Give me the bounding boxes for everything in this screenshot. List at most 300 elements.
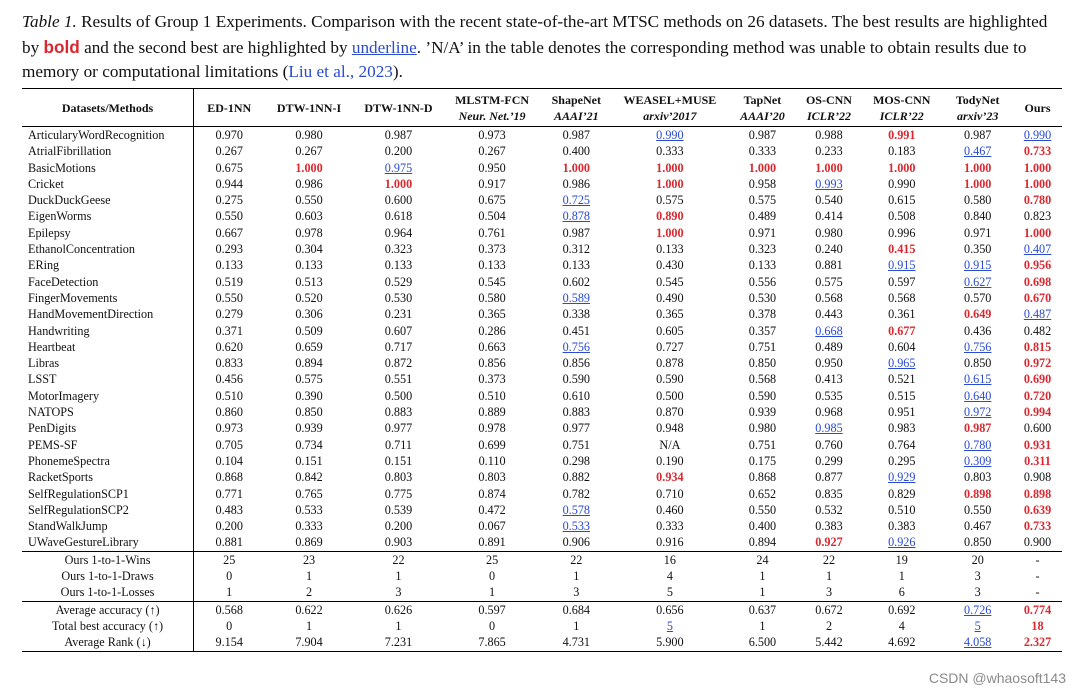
dataset-name: MotorImagery — [22, 388, 194, 404]
value-cell: 0.530 — [748, 290, 777, 305]
value-cell: 0.350 — [963, 242, 992, 257]
method-venue: arxiv’23 — [957, 108, 999, 123]
value-cell: 0.104 — [215, 453, 243, 468]
value-cell: 0.850 — [295, 405, 323, 420]
value-cell: 0.672 — [797, 601, 861, 618]
value-cell: 24 — [728, 551, 797, 568]
value-cell: 0.948 — [656, 421, 684, 436]
value-cell: 0.878 — [562, 209, 590, 224]
value-cell: 0.915 — [888, 258, 916, 273]
value-cell: 0.985 — [815, 421, 843, 436]
value-cell: 0.602 — [562, 274, 590, 289]
caption-bold-word: bold — [43, 36, 80, 57]
value-cell: 0.605 — [656, 323, 684, 338]
value-cell: 22 — [541, 551, 612, 568]
value-cell: 0.529 — [384, 274, 413, 289]
value-cell: 0.675 — [215, 160, 243, 175]
value-cell: 0.951 — [888, 405, 916, 420]
value-cell: 7.231 — [354, 634, 443, 651]
value-cell: 0.931 — [1023, 437, 1052, 452]
value-cell: 0.615 — [888, 193, 916, 208]
value-cell: 0.460 — [656, 502, 684, 517]
value-cell: 0.958 — [748, 176, 777, 191]
value-cell: 0.580 — [963, 193, 992, 208]
value-cell: 0.373 — [478, 242, 506, 257]
value-cell: 0.509 — [295, 323, 323, 338]
value-cell: 5 — [666, 585, 673, 600]
value-cell: 0.823 — [1023, 209, 1052, 224]
value-cell: 0.850 — [963, 535, 992, 550]
value-cell: 0.413 — [815, 372, 843, 387]
summary-row — [22, 618, 1062, 634]
header-method — [264, 89, 353, 127]
header-method — [942, 89, 1013, 127]
value-cell: 0.765 — [295, 486, 323, 501]
method-name: DTW-1NN-I — [276, 100, 342, 115]
dataset-row — [22, 143, 1062, 159]
value-cell: 1 — [489, 585, 496, 600]
summary-row — [22, 568, 1062, 584]
value-cell: 0.133 — [562, 258, 590, 273]
value-cell: 0.626 — [354, 601, 443, 618]
dataset-name: EthanolConcentration — [22, 241, 194, 257]
value-cell: 0.670 — [1023, 290, 1052, 305]
method-name: TapNet — [743, 92, 782, 107]
value-cell: 0.950 — [815, 356, 843, 371]
value-cell: 3 — [974, 569, 981, 584]
value-cell: 0.868 — [748, 470, 777, 485]
summary-label: Average accuracy (↑) — [22, 601, 194, 618]
value-cell: 0.487 — [1023, 307, 1052, 322]
value-cell: 0.756 — [562, 339, 590, 354]
value-cell: 2 — [825, 618, 833, 633]
value-cell: 0.361 — [888, 307, 916, 322]
value-cell: 0.312 — [562, 242, 590, 257]
value-cell: 0.659 — [295, 339, 323, 354]
value-cell: 0.971 — [748, 225, 777, 240]
value-cell: 0.975 — [384, 160, 413, 175]
value-cell: 0.532 — [815, 502, 843, 517]
value-cell: 0.950 — [478, 160, 506, 175]
header-method — [1013, 89, 1062, 127]
value-cell: 1.000 — [562, 160, 590, 175]
value-cell: 0.987 — [963, 421, 992, 436]
dataset-row — [22, 274, 1062, 290]
value-cell: 0.869 — [295, 535, 323, 550]
value-cell: 0.803 — [478, 470, 506, 485]
dataset-name: FaceDetection — [22, 274, 194, 290]
dataset-row — [22, 176, 1062, 192]
value-cell: 0.590 — [562, 372, 590, 387]
value-cell: 0.977 — [562, 421, 590, 436]
value-cell: 0.760 — [815, 437, 843, 452]
value-cell: 0.620 — [215, 339, 243, 354]
value-cell: 0.515 — [888, 388, 916, 403]
method-name: MLSTM-FCN — [455, 92, 530, 107]
value-cell: 0 — [226, 618, 233, 633]
value-cell: 0.908 — [1023, 470, 1052, 485]
dataset-row — [22, 404, 1062, 420]
value-cell: 0.357 — [748, 323, 777, 338]
dataset-name: ERing — [22, 257, 194, 273]
value-cell: 0.383 — [815, 519, 843, 534]
value-cell: 0.530 — [384, 290, 413, 305]
dataset-name: HandMovementDirection — [22, 306, 194, 322]
value-cell: 0.990 — [656, 128, 684, 142]
value-cell: 0.482 — [1023, 323, 1052, 338]
method-name: DTW-1NN-D — [364, 100, 433, 115]
value-cell: 0.298 — [562, 453, 590, 468]
value-cell: 0.939 — [295, 421, 323, 436]
value-cell: 0.133 — [295, 258, 323, 273]
value-cell: 0.295 — [888, 453, 916, 468]
value-cell: 0.850 — [963, 356, 992, 371]
value-cell: 0.699 — [478, 437, 506, 452]
value-cell: 0.842 — [295, 470, 323, 485]
value-cell: 0.677 — [888, 323, 916, 338]
value-cell: 0.306 — [295, 307, 323, 322]
value-cell: 0.550 — [295, 193, 323, 208]
value-cell: 19 — [861, 551, 942, 568]
value-cell: - — [1035, 585, 1040, 600]
value-cell: 0.578 — [562, 502, 590, 517]
value-cell: 0.451 — [562, 323, 590, 338]
value-cell: 18 — [1031, 618, 1044, 633]
dataset-row — [22, 257, 1062, 273]
value-cell: N/A — [659, 437, 681, 452]
value-cell: 0.133 — [478, 258, 506, 273]
dataset-name: Cricket — [22, 176, 194, 192]
dataset-row — [22, 225, 1062, 241]
value-cell: 0.175 — [748, 453, 777, 468]
dataset-row — [22, 290, 1062, 306]
value-cell: 3 — [573, 585, 580, 600]
value-cell: 0.829 — [888, 486, 916, 501]
value-cell: 0.972 — [963, 405, 992, 420]
value-cell: 0.883 — [384, 405, 413, 420]
value-cell: 0.656 — [612, 601, 728, 618]
dataset-row — [22, 486, 1062, 502]
value-cell: 3 — [825, 585, 833, 600]
dataset-row — [22, 388, 1062, 404]
value-cell: 1 — [759, 585, 766, 600]
value-cell: 6 — [898, 585, 905, 600]
header-first-col: Datasets/Methods — [22, 89, 194, 127]
dataset-row — [22, 453, 1062, 469]
value-cell: 1.000 — [815, 160, 843, 175]
value-cell: 0.580 — [478, 290, 506, 305]
value-cell: 5.900 — [612, 634, 728, 651]
value-cell: 0.764 — [888, 437, 916, 452]
value-cell: 4.692 — [861, 634, 942, 651]
value-cell: 0 — [489, 618, 496, 633]
value-cell: 0.590 — [748, 388, 777, 403]
value-cell: 0.304 — [295, 242, 323, 257]
value-cell: 0.333 — [656, 519, 684, 534]
header-method — [861, 89, 942, 127]
value-cell: 0.610 — [562, 388, 590, 403]
dataset-name: EigenWorms — [22, 208, 194, 224]
value-cell: 0.917 — [478, 176, 506, 191]
value-cell: - — [1013, 551, 1062, 568]
value-cell: 0.780 — [963, 437, 992, 452]
value-cell: 5.442 — [797, 634, 861, 651]
value-cell: 0.968 — [815, 405, 843, 420]
value-cell: 0.309 — [963, 453, 992, 468]
value-cell: 0.972 — [1023, 356, 1052, 371]
table-label: Table 1. — [22, 12, 77, 31]
value-cell: 0.267 — [295, 144, 323, 159]
value-cell: 0.533 — [295, 502, 323, 517]
value-cell: 0.151 — [384, 453, 413, 468]
summary-row — [22, 601, 1062, 618]
value-cell: 0.568 — [888, 290, 916, 305]
value-cell: 0.627 — [963, 274, 992, 289]
method-name: MOS-CNN — [873, 92, 931, 107]
value-cell: 0.618 — [384, 209, 413, 224]
header-method — [612, 89, 728, 127]
value-cell: 1 — [395, 569, 402, 584]
value-cell: 4 — [666, 569, 673, 584]
summary-row — [22, 634, 1062, 651]
value-cell: 0.894 — [295, 356, 323, 371]
value-cell: 0.510 — [888, 502, 916, 517]
value-cell: 0.725 — [562, 193, 590, 208]
value-cell: 0.803 — [384, 470, 413, 485]
value-cell: 0.067 — [478, 519, 506, 534]
value-cell: 0.833 — [215, 356, 243, 371]
value-cell: 0.698 — [1023, 274, 1052, 289]
value-cell: 0.934 — [656, 470, 684, 485]
value-cell: 0.333 — [295, 519, 323, 534]
value-cell: 0.365 — [478, 307, 506, 322]
value-cell: 0.734 — [295, 437, 323, 452]
dataset-row — [22, 420, 1062, 436]
value-cell: 4.058 — [942, 634, 1013, 651]
value-cell: 0.607 — [384, 323, 413, 338]
value-cell: 1 — [759, 569, 766, 584]
value-cell: 0.338 — [562, 307, 590, 322]
value-cell: 0.323 — [748, 242, 777, 257]
value-cell: 0.756 — [963, 339, 992, 354]
dataset-row — [22, 192, 1062, 208]
value-cell: 0.407 — [1023, 242, 1052, 257]
dataset-row — [22, 518, 1062, 534]
dataset-name: Epilepsy — [22, 225, 194, 241]
summary-label: Ours 1-to-1-Draws — [22, 568, 194, 584]
caption-text-2: and the second best are highlighted by — [79, 37, 352, 57]
value-cell: 0.333 — [656, 144, 684, 159]
value-cell: 1.000 — [656, 176, 684, 191]
value-cell: 0.668 — [815, 323, 843, 338]
value-cell: 0.978 — [478, 421, 506, 436]
value-cell: 0.987 — [384, 128, 413, 142]
value-cell: 1.000 — [1023, 160, 1052, 175]
value-cell: 0.860 — [215, 405, 243, 420]
value-cell: 25 — [443, 551, 541, 568]
value-cell: 0.996 — [888, 225, 916, 240]
dataset-row — [22, 241, 1062, 257]
value-cell: 0.520 — [295, 290, 323, 305]
value-cell: 1.000 — [295, 160, 323, 175]
value-cell: 2.327 — [1013, 634, 1062, 651]
dataset-row — [22, 371, 1062, 387]
value-cell: 0.365 — [656, 307, 684, 322]
value-cell: 0.835 — [815, 486, 843, 501]
value-cell: 0.667 — [215, 225, 243, 240]
value-cell: 1 — [759, 618, 766, 633]
dataset-name: FingerMovements — [22, 290, 194, 306]
value-cell: 1 — [573, 618, 580, 633]
method-name: TodyNet — [955, 92, 1000, 107]
value-cell: 0.877 — [815, 470, 843, 485]
value-cell: 0.890 — [656, 209, 684, 224]
value-cell: 0.733 — [1023, 144, 1052, 159]
dataset-row — [22, 502, 1062, 518]
value-cell: 0.906 — [562, 535, 590, 550]
dataset-name: LSST — [22, 371, 194, 387]
value-cell: 0.850 — [748, 356, 777, 371]
value-cell: 0.489 — [748, 209, 777, 224]
value-cell: 0.874 — [478, 486, 506, 501]
value-cell: 0.500 — [656, 388, 684, 403]
dataset-name: PEMS-SF — [22, 437, 194, 453]
dataset-name: Libras — [22, 355, 194, 371]
value-cell: 0.519 — [215, 274, 243, 289]
value-cell: 0.881 — [815, 258, 843, 273]
table-caption — [22, 10, 1062, 85]
value-cell: 0.333 — [748, 144, 777, 159]
dataset-row — [22, 437, 1062, 453]
value-cell: 0.915 — [963, 258, 992, 273]
value-cell: 0.383 — [888, 519, 916, 534]
value-cell: 0.751 — [748, 437, 777, 452]
value-cell: 0.720 — [1023, 388, 1052, 403]
header-method — [728, 89, 797, 127]
value-cell: 0.973 — [215, 421, 243, 436]
value-cell: 1.000 — [963, 160, 992, 175]
value-cell: 0.508 — [888, 209, 916, 224]
dataset-name: AtrialFibrillation — [22, 143, 194, 159]
value-cell: 5 — [974, 618, 981, 633]
value-cell: 0.883 — [562, 405, 590, 420]
value-cell: 0.815 — [1023, 339, 1052, 354]
value-cell: 0.856 — [562, 356, 590, 371]
value-cell: 0.545 — [656, 274, 684, 289]
value-cell: 22 — [354, 551, 443, 568]
value-cell: 0.692 — [861, 601, 942, 618]
dataset-name: DuckDuckGeese — [22, 192, 194, 208]
caption-text-4: ). — [392, 62, 403, 81]
value-cell: 0.973 — [478, 128, 506, 142]
value-cell: 0.275 — [215, 193, 243, 208]
value-cell: 0.956 — [1023, 258, 1052, 273]
value-cell: 0.533 — [562, 519, 590, 534]
value-cell: 0.980 — [295, 128, 323, 142]
value-cell: 0.200 — [215, 519, 243, 534]
value-cell: 1.000 — [656, 160, 684, 175]
value-cell: 0.705 — [215, 437, 243, 452]
value-cell: 0.568 — [194, 601, 265, 618]
header-row — [22, 89, 1062, 127]
value-cell: 0.443 — [815, 307, 843, 322]
value-cell: 0.990 — [1023, 128, 1052, 142]
dataset-name: Heartbeat — [22, 339, 194, 355]
value-cell: 0.500 — [384, 388, 413, 403]
value-cell: 0.900 — [1023, 535, 1052, 550]
method-venue: ICLR’22 — [879, 108, 924, 123]
value-cell: 0.803 — [963, 470, 992, 485]
value-cell: 0.675 — [478, 193, 506, 208]
value-cell: 0.456 — [215, 372, 243, 387]
value-cell: 0.430 — [656, 258, 684, 273]
value-cell: 1 — [226, 585, 233, 600]
value-cell: 0.991 — [888, 128, 916, 142]
value-cell: 0.971 — [963, 225, 992, 240]
dataset-row — [22, 306, 1062, 322]
caption-underline-word[interactable]: underline — [351, 37, 417, 57]
value-cell: 0.970 — [215, 128, 243, 142]
value-cell: 1.000 — [888, 160, 916, 175]
value-cell: 0.988 — [815, 128, 843, 142]
summary-label: Ours 1-to-1-Wins — [22, 551, 194, 568]
value-cell: 0.751 — [562, 437, 590, 452]
watermark: CSDN @whaosoft143 — [928, 670, 1066, 686]
value-cell: 0.637 — [728, 601, 797, 618]
value-cell: 0.870 — [656, 405, 684, 420]
dataset-row — [22, 208, 1062, 224]
value-cell: 3 — [974, 585, 981, 600]
value-cell: 1 — [305, 569, 313, 584]
value-cell: 0.872 — [384, 356, 413, 371]
value-cell: 0.889 — [478, 405, 506, 420]
value-cell: 0.965 — [888, 356, 916, 371]
header-method — [194, 89, 265, 127]
value-cell: 0.640 — [963, 388, 992, 403]
value-cell: 0.521 — [888, 372, 916, 387]
method-venue: AAAI’21 — [553, 108, 599, 123]
value-cell: 2 — [305, 585, 313, 600]
value-cell: 0.483 — [215, 502, 243, 517]
dataset-name: BasicMotions — [22, 160, 194, 176]
value-cell: 0.615 — [963, 372, 992, 387]
value-cell: 0.903 — [384, 535, 413, 550]
value-cell: 0.286 — [478, 323, 506, 338]
value-cell: 0.711 — [384, 437, 412, 452]
value-cell: 0.980 — [748, 421, 777, 436]
method-name: ED-1NN — [207, 100, 252, 115]
header-method — [541, 89, 612, 127]
value-cell: 0.927 — [815, 535, 843, 550]
value-cell: 4.731 — [541, 634, 612, 651]
caption-citation-link[interactable]: Liu et al., 2023 — [288, 62, 393, 81]
value-cell: 0.535 — [815, 388, 843, 403]
value-cell: 1 — [305, 618, 313, 633]
value-cell: 0.840 — [963, 209, 992, 224]
value-cell: 0.489 — [815, 339, 843, 354]
value-cell: 1.000 — [1023, 225, 1052, 240]
dataset-name: NATOPS — [22, 404, 194, 420]
value-cell: 0.663 — [478, 339, 506, 354]
value-cell: 0.400 — [562, 144, 590, 159]
value-cell: 0.639 — [1023, 502, 1052, 517]
value-cell: 0.727 — [656, 339, 684, 354]
value-cell: 0.133 — [748, 258, 777, 273]
value-cell: 0.603 — [295, 209, 323, 224]
value-cell: 0.990 — [888, 176, 916, 191]
value-cell: 20 — [942, 551, 1013, 568]
value-cell: 0.980 — [815, 225, 843, 240]
